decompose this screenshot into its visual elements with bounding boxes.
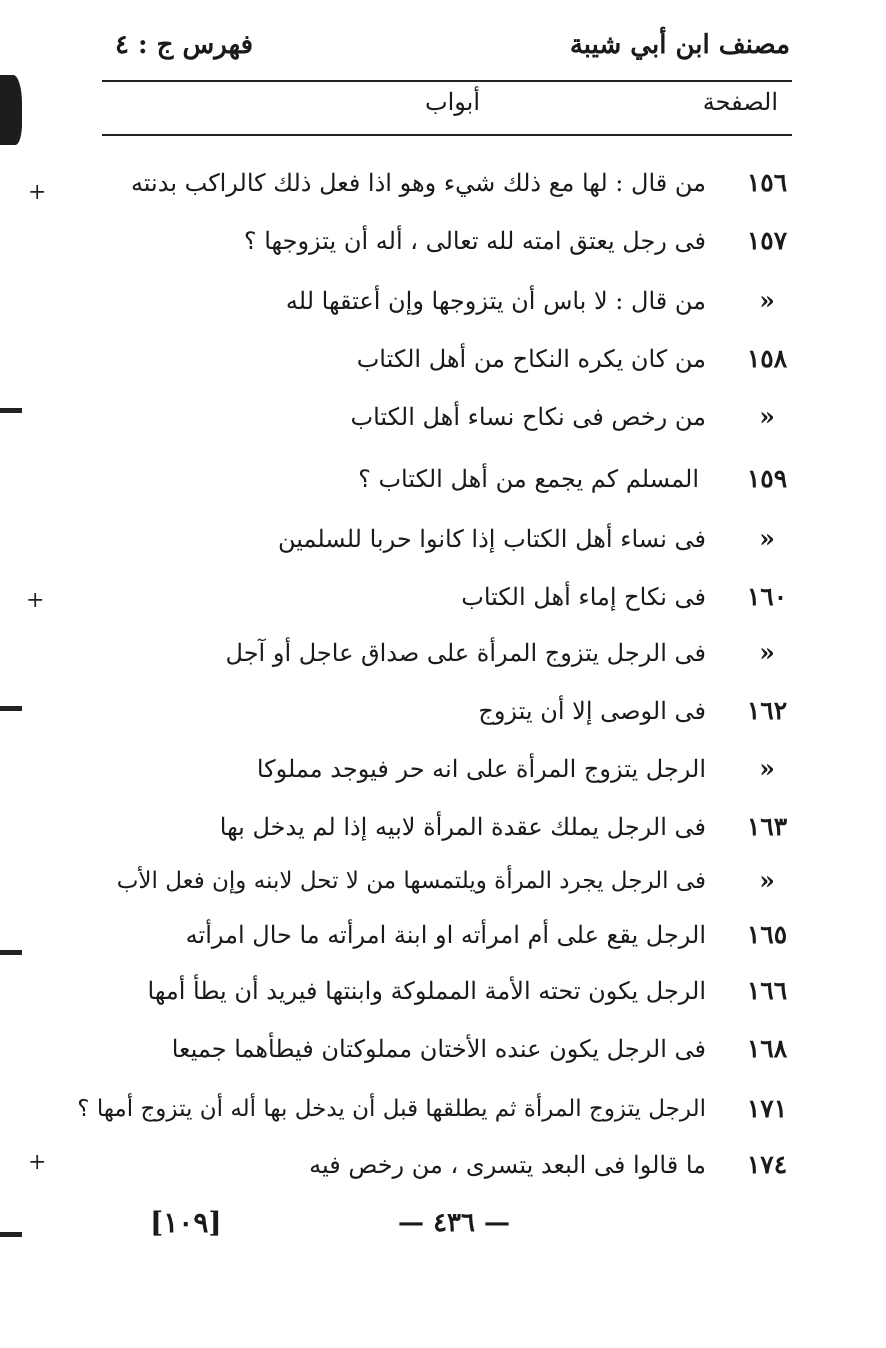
entry-page-number: « (759, 524, 775, 553)
entry-page-number: ١٥٧ (746, 226, 788, 255)
index-entry (120, 572, 791, 622)
index-entry (120, 910, 791, 960)
index-entry (120, 686, 791, 736)
entry-title: فى الرجل يكون عنده الأختان مملوكتان فيطأهما جميعا (171, 1035, 706, 1063)
entry-page-number: « (759, 286, 775, 315)
chapters-column-heading: أبواب (425, 88, 481, 116)
volume-reference: [١٠٩] (150, 1206, 222, 1239)
entry-page-number: ١٦٦ (746, 976, 788, 1005)
entry-title: فى الوصى إلا أن يتزوج (478, 697, 706, 725)
entry-page-number: ١٥٦ (746, 168, 788, 197)
index-entry (120, 334, 791, 384)
index-entry (120, 216, 791, 266)
entry-page-number: ١٦٥ (746, 920, 788, 949)
entry-title: فى رجل يعتق امته لله تعالى ، أله أن يتزوجها ؟ (243, 227, 706, 255)
book-title: مصنف ابن أبي شيبة (569, 30, 790, 60)
entry-page-number: ١٦٠ (746, 582, 788, 611)
entry-title: الرجل يتزوج المرأة على انه حر فيوجد مملوكا (256, 755, 706, 783)
index-entry (120, 1140, 791, 1190)
index-entry (120, 1024, 791, 1074)
entry-title: الرجل يتزوج المرأة ثم يطلقها قبل أن يدخل بها أله أن يتزوج أمها ؟ (77, 1096, 706, 1122)
entry-title: ما قالوا فى البعد يتسرى ، من رخص فيه (309, 1151, 706, 1179)
index-entry (120, 454, 791, 504)
entry-title: الرجل يقع على أم امرأته او ابنة امرأته ما حال امرأته (185, 921, 706, 949)
entry-page-number: « (759, 638, 775, 667)
entry-title: المسلم كم يجمع من أهل الكتاب ؟ (358, 465, 699, 493)
entry-page-number: ١٥٨ (746, 344, 788, 373)
index-entry (120, 514, 791, 564)
entry-page-number: ١٦٨ (746, 1034, 788, 1063)
entry-title: من قال : لا باس أن يتزوجها وإن أعتقها لله (285, 287, 706, 315)
scan-speck: + (28, 180, 47, 205)
scan-speck: + (26, 588, 45, 613)
entry-page-number: « (759, 754, 775, 783)
index-entry (120, 276, 791, 326)
entry-page-number: ١٦٢ (746, 696, 788, 725)
index-entry (77, 1084, 791, 1134)
entry-page-number: ١٦٣ (746, 812, 788, 841)
index-entry (120, 628, 791, 678)
entry-page-number: « (759, 866, 775, 895)
entry-title: من كان يكره النكاح من أهل الكتاب (356, 345, 706, 373)
entry-title: فى نكاح إماء أهل الكتاب (461, 583, 706, 611)
index-entry (120, 158, 791, 208)
index-entry (120, 966, 791, 1016)
page-column-heading: الصفحة (702, 88, 778, 116)
entry-title: من قال : لها مع ذلك شيء وهو اذا فعل ذلك كالراكب بدنته (130, 169, 706, 197)
entry-title: فى الرجل يتزوج المرأة على صداق عاجل أو آجل (225, 639, 706, 667)
entry-page-number: ١٧١ (746, 1094, 788, 1123)
index-entry (116, 856, 791, 906)
index-entry (120, 802, 791, 852)
page-number: — ٤٣٦ — (398, 1208, 511, 1238)
entry-title: فى الرجل يملك عقدة المرأة لابيه إذا لم يدخل بها (219, 813, 706, 841)
index-entry (120, 392, 791, 442)
entry-title: الرجل يكون تحته الأمة المملوكة وابنتها فيريد أن يطأ أمها (147, 977, 706, 1005)
entry-title: فى الرجل يجرد المرأة ويلتمسها من لا تحل لابنه وإن فعل الأب (116, 868, 706, 894)
scan-speck: + (28, 1150, 47, 1175)
index-entry (120, 744, 791, 794)
entry-page-number: ١٥٩ (746, 464, 788, 493)
entry-page-number: ١٧٤ (746, 1150, 788, 1179)
entry-title: فى نساء أهل الكتاب إذا كانوا حربا للسلمين (277, 525, 706, 553)
index-label: فهرس ج : ٤ (115, 30, 254, 60)
entry-page-number: « (759, 402, 775, 431)
entry-title: من رخص فى نكاح نساء أهل الكتاب (350, 403, 706, 431)
